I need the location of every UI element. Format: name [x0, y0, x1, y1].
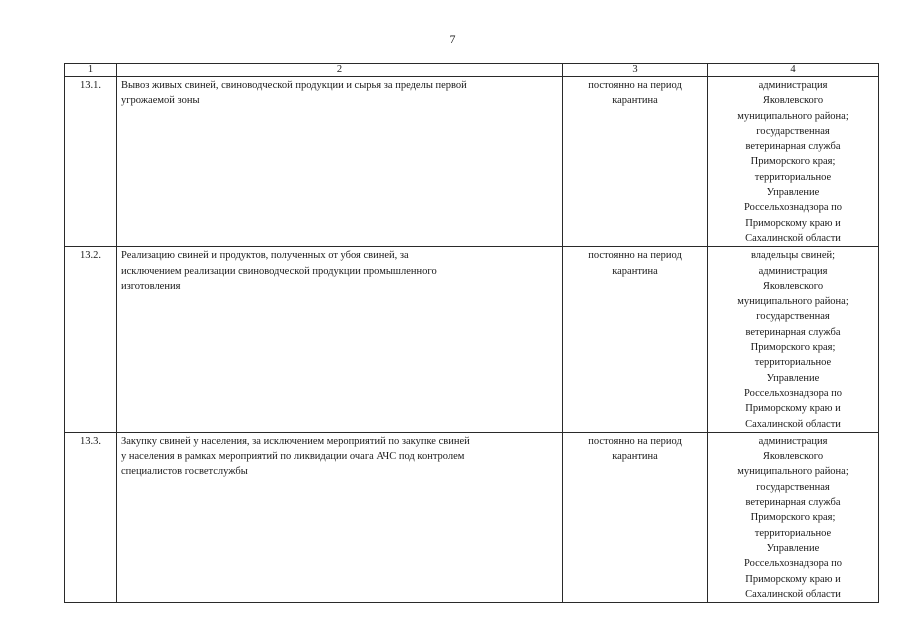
responsible-parties-line: Сахалинской области [745, 232, 841, 244]
responsible-parties-line: муниципального района; [737, 466, 849, 478]
measure-term-line: карантина [612, 451, 658, 463]
measure-term-line: карантина [612, 265, 658, 277]
responsible-parties-line: владельцы свиней; [750, 250, 836, 262]
responsible-parties-line: ветеринарная служба [745, 497, 841, 509]
responsible-parties-line: Управление [766, 187, 820, 199]
responsible-parties-line: ветеринарная служба [745, 326, 841, 338]
measure-term-line: постоянно на период [588, 435, 682, 447]
measure-description-line: исключением реализации свиноводческой продукции промышленного [121, 265, 437, 277]
table-row [65, 77, 879, 247]
responsible-parties-line: территориальное [754, 527, 832, 539]
table-row [65, 432, 879, 602]
responsible-parties-line: Сахалинской области [745, 588, 841, 600]
responsible-parties-line: Сахалинской области [745, 418, 841, 430]
responsible-parties-line: администрация [758, 435, 828, 447]
responsible-parties-line: Яковлевского [762, 95, 824, 107]
responsible-parties [708, 77, 879, 247]
row-number: 13.3. [65, 432, 117, 602]
responsible-parties-line: ветеринарная служба [745, 141, 841, 153]
row-number: 13.2. [65, 247, 117, 433]
responsible-parties-line: территориальное [754, 171, 832, 183]
responsible-parties-line: Управление [766, 372, 820, 384]
responsible-parties-line: Приморского края; [750, 156, 836, 168]
measure-term [563, 247, 708, 433]
measure-description-line: Реализацию свиней и продуктов, полученных от убоя свиней, за [121, 250, 409, 262]
responsible-parties-line: администрация [758, 265, 828, 277]
responsible-parties-line: Управление [766, 542, 820, 554]
measure-term-line: постоянно на период [588, 80, 682, 91]
measure-term-line: карантина [612, 95, 658, 107]
row-number: 13.1. [65, 77, 117, 247]
responsible-parties-line: Россельхознадзора по [744, 387, 842, 399]
measures-table [64, 63, 879, 603]
responsible-parties-line: Приморскому краю и [745, 217, 841, 229]
measure-description [117, 247, 563, 433]
responsible-parties-line: территориальное [754, 357, 832, 369]
responsible-parties-line: администрация [758, 80, 828, 91]
responsible-parties-line: Приморскому краю и [745, 403, 841, 415]
measure-description [117, 77, 563, 247]
measure-term [563, 77, 708, 247]
header-row [65, 64, 879, 77]
responsible-parties-line: государственная [756, 125, 830, 137]
responsible-parties [708, 432, 879, 602]
page-number: 7 [449, 32, 456, 46]
responsible-parties-line: Россельхознадзора по [744, 558, 842, 570]
responsible-parties-line: Приморскому краю и [745, 573, 841, 585]
header-col-4: 4 [708, 64, 879, 77]
responsible-parties-line: государственная [756, 311, 830, 323]
header-col-2: 2 [117, 64, 563, 77]
responsible-parties-line: Яковлевского [762, 280, 824, 292]
responsible-parties-line: государственная [756, 481, 830, 493]
responsible-parties-line: Приморского края; [750, 342, 836, 354]
measure-description-line: Вывоз живых свиней, свиноводческой продукции и сырья за пределы первой [121, 80, 467, 91]
header-col-1: 1 [65, 64, 117, 77]
measure-description-line: специалистов госветслужбы [121, 466, 248, 478]
header-col-3: 3 [563, 64, 708, 77]
measure-term [563, 432, 708, 602]
responsible-parties-line: муниципального района; [737, 110, 849, 122]
measure-term-line: постоянно на период [588, 250, 682, 262]
measure-description-line: угрожаемой зоны [121, 95, 200, 107]
responsible-parties [708, 247, 879, 433]
responsible-parties-line: Россельхознадзора по [744, 202, 842, 214]
measure-description-line: у населения в рамках мероприятий по ликвидации очага АЧС под контролем [121, 451, 465, 463]
measure-description-line: Закупку свиней у населения, за исключением мероприятий по закупке свиней [121, 435, 470, 447]
responsible-parties-line: Приморского края; [750, 512, 836, 524]
table-row [65, 247, 879, 433]
responsible-parties-line: муниципального района; [737, 296, 849, 308]
responsible-parties-line: Яковлевского [762, 451, 824, 463]
measure-description-line: изготовления [121, 280, 181, 292]
measure-description [117, 432, 563, 602]
